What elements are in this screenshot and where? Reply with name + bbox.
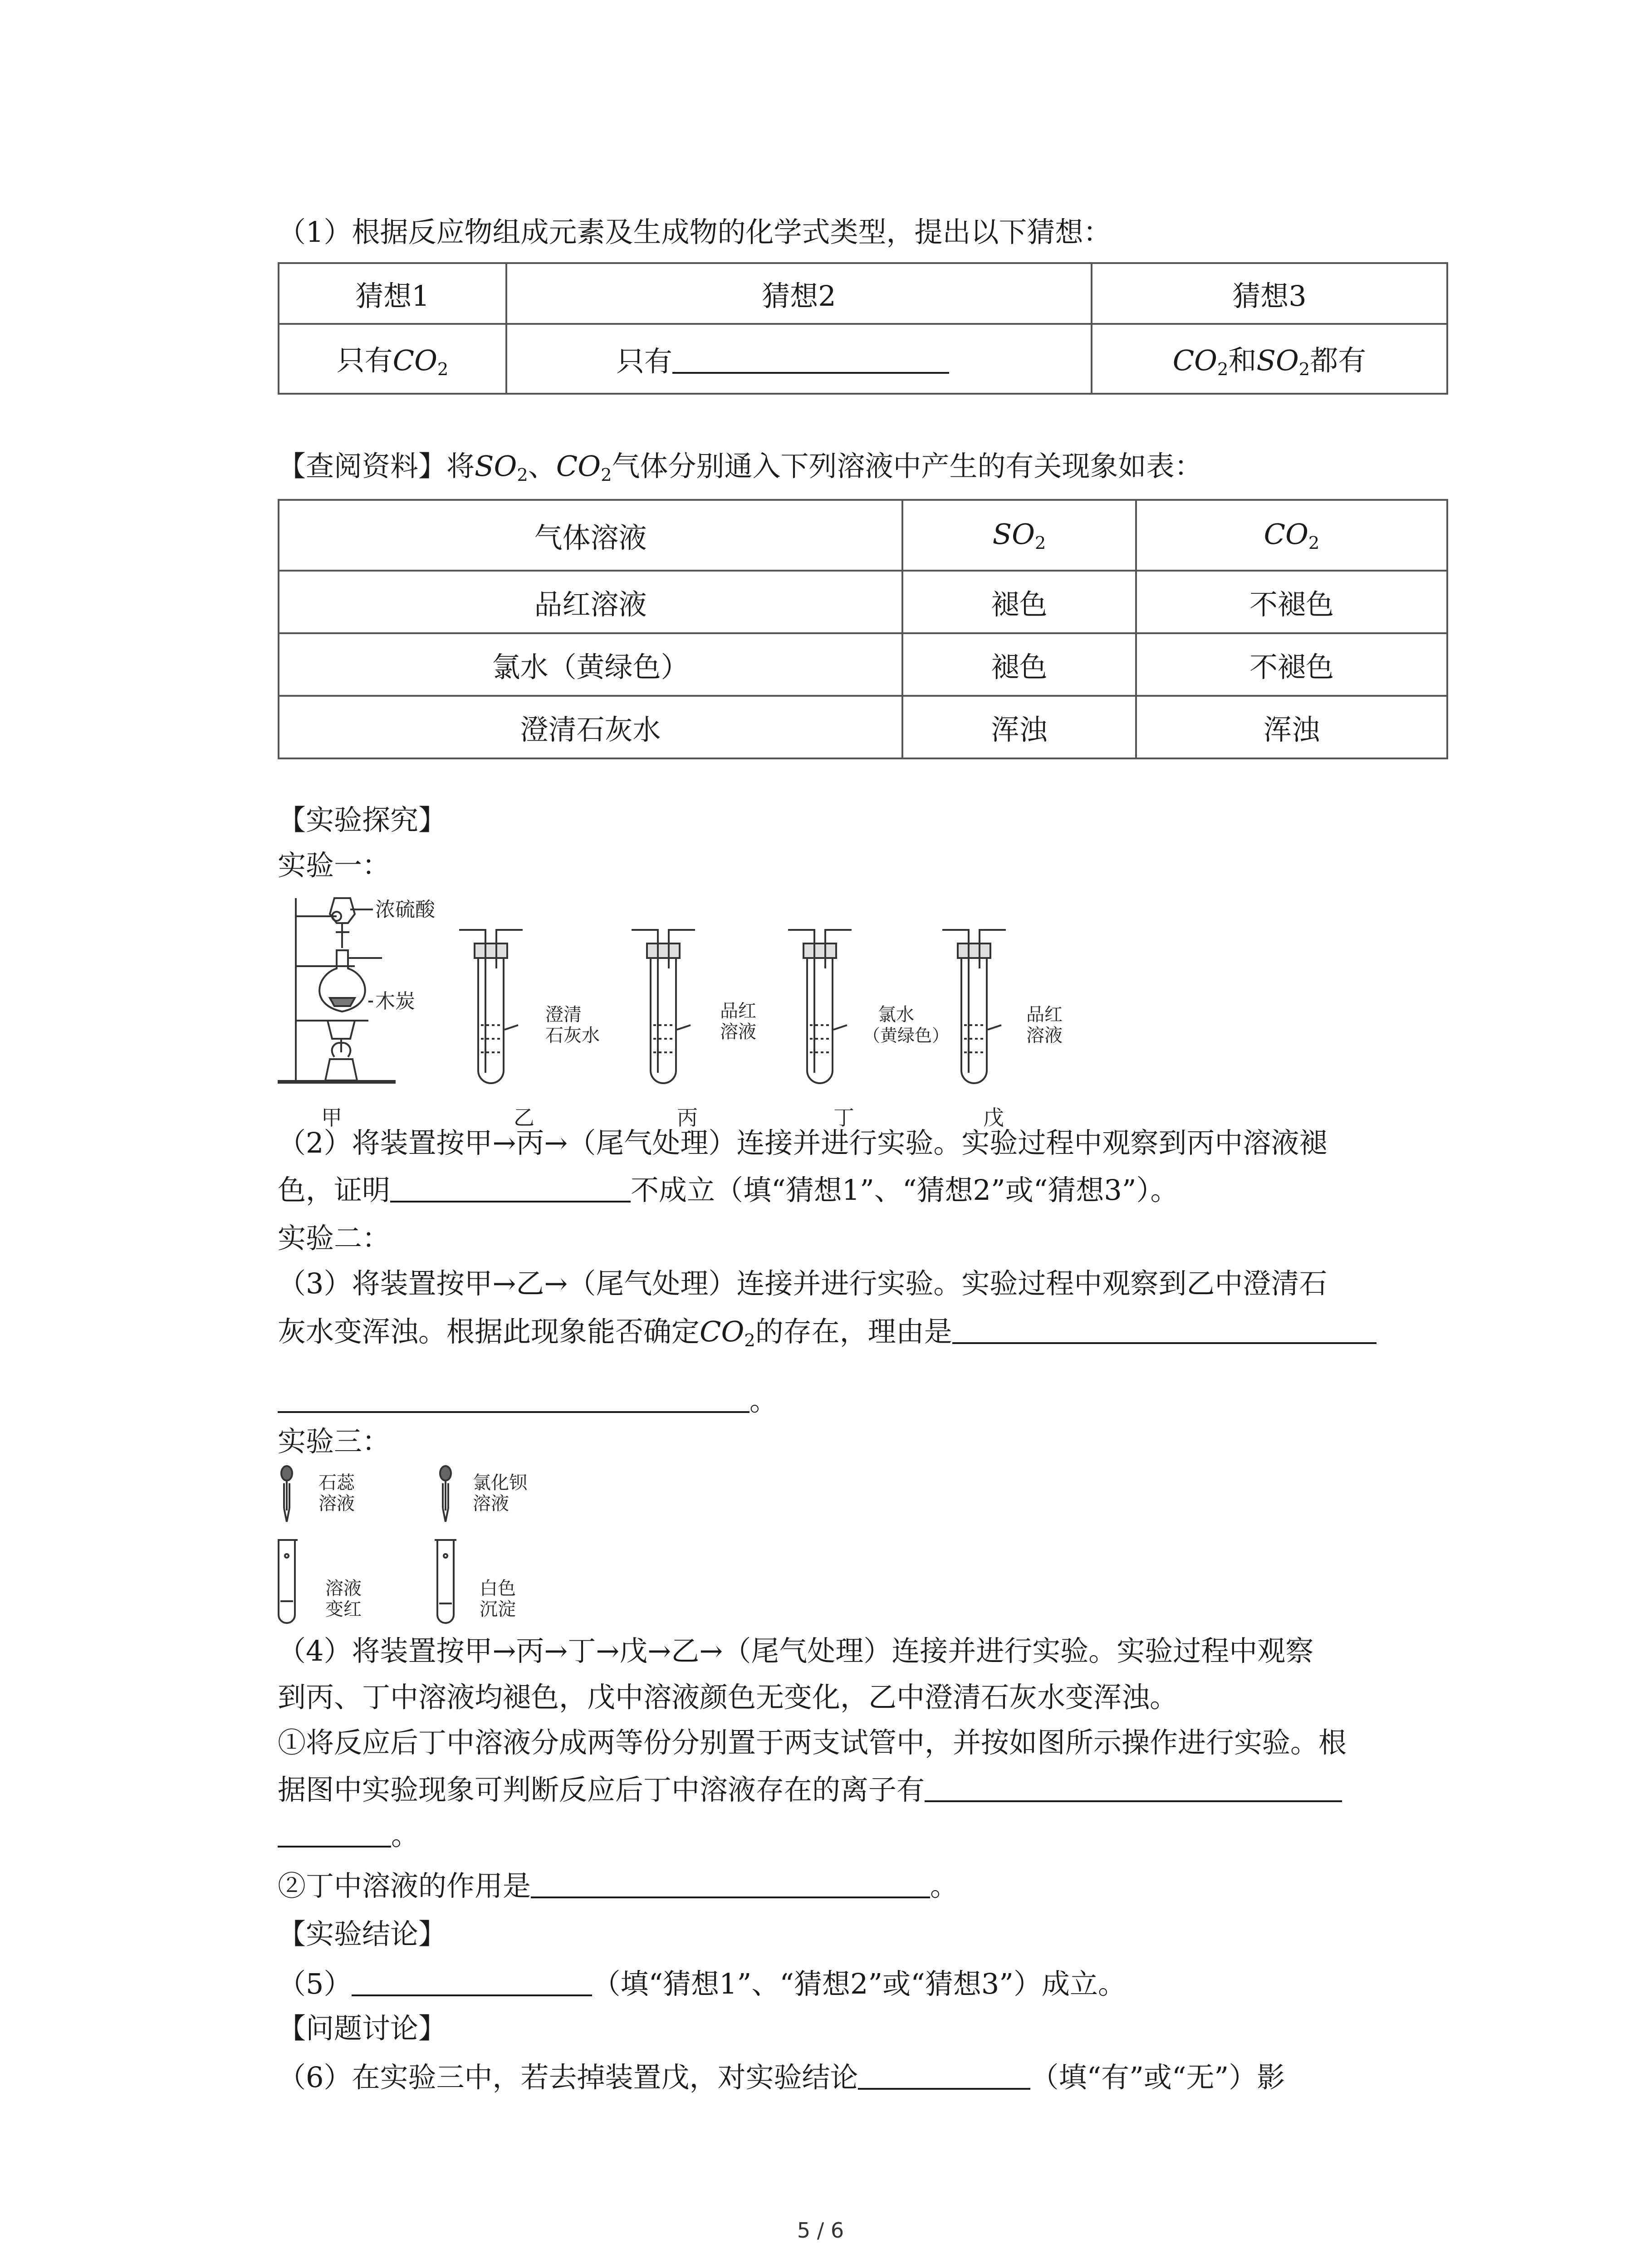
phenomena-header-solution: 气体溶液 — [279, 500, 902, 571]
apparatus-jia — [278, 898, 436, 1082]
q2-line-1: （2）将装置按甲→丙→（尾气处理）连接并进行实验。实验过程中观察到丙中溶液褪 — [278, 1126, 1327, 1159]
test-tube-ding — [788, 930, 852, 1083]
litmus-test — [278, 1466, 362, 1623]
q5-line: （5） （填“猜想1”、“猜想2”或“猜想3”）成立。 — [278, 1967, 1126, 2000]
q4-ions-blank-2[interactable] — [278, 1818, 391, 1848]
q4-sub1-line-1: ①将反应后丁中溶液分成两等份分别置于两支试管中，并按如图所示操作进行实验。根 — [278, 1726, 1347, 1759]
phenomena-cell: 浑浊 — [902, 696, 1136, 758]
caption-bing: 丙 — [677, 1105, 698, 1130]
q3-line-3: 。 — [278, 1383, 778, 1419]
q4-sub1-line-3: 。 — [278, 1817, 419, 1853]
label-wu-2: 溶液 — [1026, 1025, 1063, 1046]
label-turns-red-1: 溶液 — [325, 1578, 362, 1599]
section-heading-explore: 【实验探究】 — [278, 803, 447, 836]
label-litmus-1: 石蕊 — [318, 1472, 355, 1493]
phenomena-cell: 不褪色 — [1136, 633, 1447, 696]
hypothesis-cell-3: $CO_2$和$SO_2$都有 — [1092, 324, 1447, 394]
reagent-test-figure — [278, 1465, 559, 1633]
phenomena-cell: 褪色 — [902, 633, 1136, 696]
hypothesis-table — [278, 262, 1448, 395]
q2-line-2: 色，证明 不成立（填“猜想1”、“猜想2”或“猜想3”）。 — [278, 1173, 1179, 1207]
label-acid: 浓硫酸 — [375, 898, 435, 921]
label-yi-2: 石灰水 — [545, 1025, 600, 1046]
label-precipitate-2: 沉淀 — [480, 1599, 516, 1620]
label-yi-1: 澄清 — [545, 1004, 582, 1025]
test-tube-bing — [632, 930, 695, 1083]
label-wu-1: 品红 — [1026, 1004, 1063, 1025]
q3-line-1: （3）将装置按甲→乙→（尾气处理）连接并进行实验。实验过程中观察到乙中澄清石 — [278, 1267, 1327, 1300]
barium-chloride-test — [435, 1466, 528, 1623]
hypothesis-header-2: 猜想2 — [506, 263, 1092, 324]
q4-line-2: 到丙、丁中溶液均褪色，戊中溶液颜色无变化，乙中澄清石灰水变浑浊。 — [278, 1681, 1178, 1714]
test-tube-yi — [459, 930, 523, 1083]
label-bacl2-1: 氯化钡 — [473, 1472, 527, 1493]
section-heading-discussion: 【问题讨论】 — [278, 2012, 447, 2045]
test-tube-wu — [942, 930, 1006, 1083]
q3-line-2: 灰水变浑浊。根据此现象能否确定$CO_2$的存在，理由是 — [278, 1314, 1376, 1359]
q4-sub1-line-2: 据图中实验现象可判断反应后丁中溶液存在的离子有 — [278, 1772, 1342, 1808]
hypothesis-cell-2: 只有 — [506, 324, 1092, 394]
caption-wu: 戊 — [983, 1105, 1004, 1130]
q6-answer-blank[interactable] — [858, 2060, 1030, 2090]
label-turns-red-2: 变红 — [325, 1599, 362, 1620]
experiment-1-label: 实验一： — [278, 849, 391, 882]
phenomena-cell: 不褪色 — [1136, 571, 1447, 633]
q6-line: （6）在实验三中，若去掉装置戊，对实验结论 （填“有”或“无”）影 — [278, 2061, 1285, 2094]
lookup-text: 【查阅资料】将$SO_2$、$CO_2$气体分别通入下列溶液中产生的有关现象如表： — [278, 450, 1203, 485]
label-bacl2-2: 溶液 — [473, 1493, 509, 1514]
caption-ding: 丁 — [833, 1105, 854, 1130]
q3-answer-blank-1[interactable] — [952, 1314, 1376, 1344]
experiment-3-label: 实验三： — [278, 1425, 391, 1458]
hypothesis-header-3: 猜想3 — [1092, 263, 1447, 324]
hypothesis-cell-1: 只有$CO_2$ — [279, 324, 506, 394]
phenomena-cell: 氯水（黄绿色） — [279, 633, 902, 696]
phenomena-cell: 品红溶液 — [279, 571, 902, 633]
q5-answer-blank[interactable] — [352, 1966, 592, 1996]
label-bing-2: 溶液 — [720, 1022, 756, 1042]
phenomena-cell: 浑浊 — [1136, 696, 1447, 758]
apparatus-figure — [278, 889, 1085, 1143]
label-charcoal: 木炭 — [375, 990, 415, 1013]
phenomena-table — [278, 499, 1448, 759]
hypothesis-header-1: 猜想1 — [279, 263, 506, 324]
label-bing-1: 品红 — [720, 1001, 756, 1022]
label-ding-1: 氯水 — [878, 1004, 914, 1025]
caption-jia: 甲 — [321, 1105, 342, 1130]
q4-sub2-line: ②丁中溶液的作用是 。 — [278, 1869, 959, 1902]
experiment-2-label: 实验二： — [278, 1222, 391, 1255]
section-heading-conclusion: 【实验结论】 — [278, 1917, 447, 1950]
hypothesis-2-answer-blank[interactable] — [672, 344, 949, 374]
page-number: 5 / 6 — [797, 2218, 844, 2243]
caption-yi: 乙 — [514, 1105, 534, 1130]
label-precipitate-1: 白色 — [480, 1578, 516, 1599]
phenomena-cell: 澄清石灰水 — [279, 696, 902, 758]
q2-answer-blank[interactable] — [390, 1173, 631, 1202]
q4-line-1: （4）将装置按甲→丙→丁→戊→乙→（尾气处理）连接并进行实验。实验过程中观察 — [278, 1634, 1314, 1667]
q1-text: （1）根据反应物组成元素及生成物的化学式类型，提出以下猜想： — [278, 215, 1112, 249]
phenomena-header-so2: $SO_2$ — [902, 500, 1136, 571]
q3-answer-blank-2[interactable] — [278, 1383, 749, 1413]
q4-ions-blank-1[interactable] — [925, 1772, 1342, 1802]
phenomena-cell: 褪色 — [902, 571, 1136, 633]
label-ding-2: （黄绿色） — [863, 1026, 950, 1046]
q4-role-blank[interactable] — [531, 1868, 930, 1898]
label-litmus-2: 溶液 — [318, 1493, 355, 1514]
phenomena-header-co2: $CO_2$ — [1136, 500, 1447, 571]
